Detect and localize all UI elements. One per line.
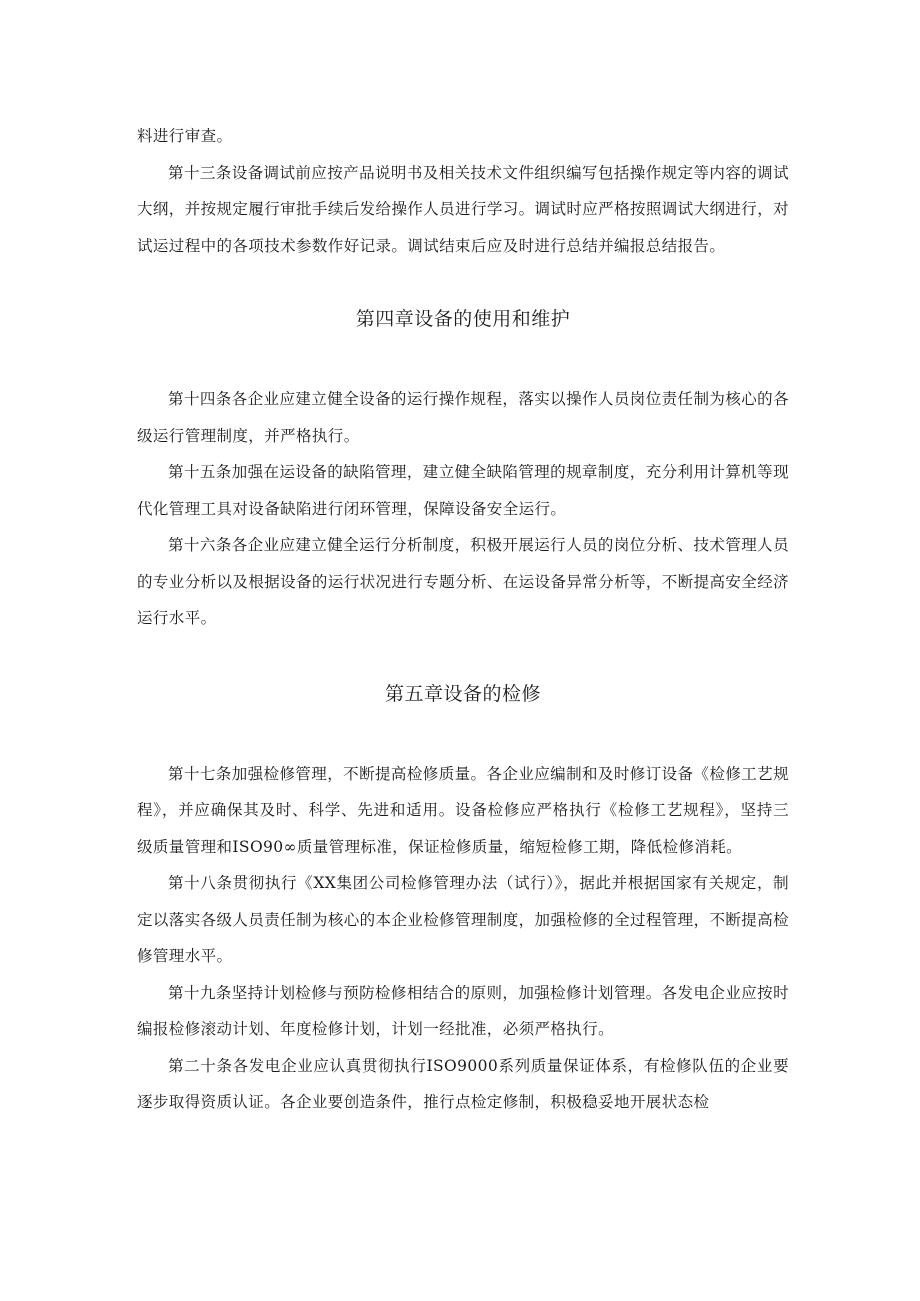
article-20: 第二十条各发电企业应认真贯彻执行ISO9000系列质量保证体系，有检修队伍的企业要逐步取得资质认证。各企业要创造条件，推行点检定修制，积极稳妥地开展状态检 bbox=[137, 1056, 789, 1111]
article-14: 第十四条各企业应建立健全设备的运行操作规程，落实以操作人员岗位责任制为核心的各级运行管理制度，并严格执行。 bbox=[137, 390, 789, 445]
article-19: 第十九条坚持计划检修与预防检修相结合的原则，加强检修计划管理。各发电企业应按时编报检修滚动计划、年度检修计划，计划一经批准，必须严格执行。 bbox=[137, 983, 789, 1038]
document-body bbox=[137, 118, 789, 1121]
article-15: 第十五条加强在运设备的缺陷管理，建立健全缺陷管理的规章制度，充分利用计算机等现代化管理工具对设备缺陷进行闭环管理，保障设备安全运行。 bbox=[137, 463, 789, 518]
article-18: 第十八条贯彻执行《XX集团公司检修管理办法（试行）》，据此并根据国家有关规定，制定以落实各级人员责任制为核心的本企业检修管理制度，加强检修的全过程管理，不断提高检修管理水平。 bbox=[137, 874, 789, 965]
chapter-4-title: 第四章设备的使用和维护 bbox=[355, 308, 571, 330]
article-17: 第十七条加强检修管理，不断提高检修质量。各企业应编制和及时修订设备《检修工艺规程》，并应确保其及时、科学、先进和适用。设备检修应严格执行《检修工艺规程》，坚持三级质量管理和ISO90∞质量管理标准，保证检修质量，缩短检修工期，降低检修消耗。 bbox=[137, 764, 789, 856]
article-16: 第十六条各企业应建立健全运行分析制度，积极开展运行人员的岗位分析、技术管理人员的专业分析以及根据设备的运行状况进行专题分析、在运设备异常分析等，不断提高安全经济运行水平。 bbox=[137, 536, 789, 627]
paragraph-continuation: 料进行审查。 bbox=[137, 127, 233, 145]
chapter-5-title: 第五章设备的检修 bbox=[384, 682, 541, 705]
article-13: 第十三条设备调试前应按产品说明书及相关技术文件组织编写包括操作规定等内容的调试大纲，并按规定履行审批手续后发给操作人员进行学习。调试时应严格按照调试大纲进行，对试运过程中的各项技术参数作好记录。调试结束后应及时进行总结并编报总结报告。 bbox=[137, 163, 789, 255]
